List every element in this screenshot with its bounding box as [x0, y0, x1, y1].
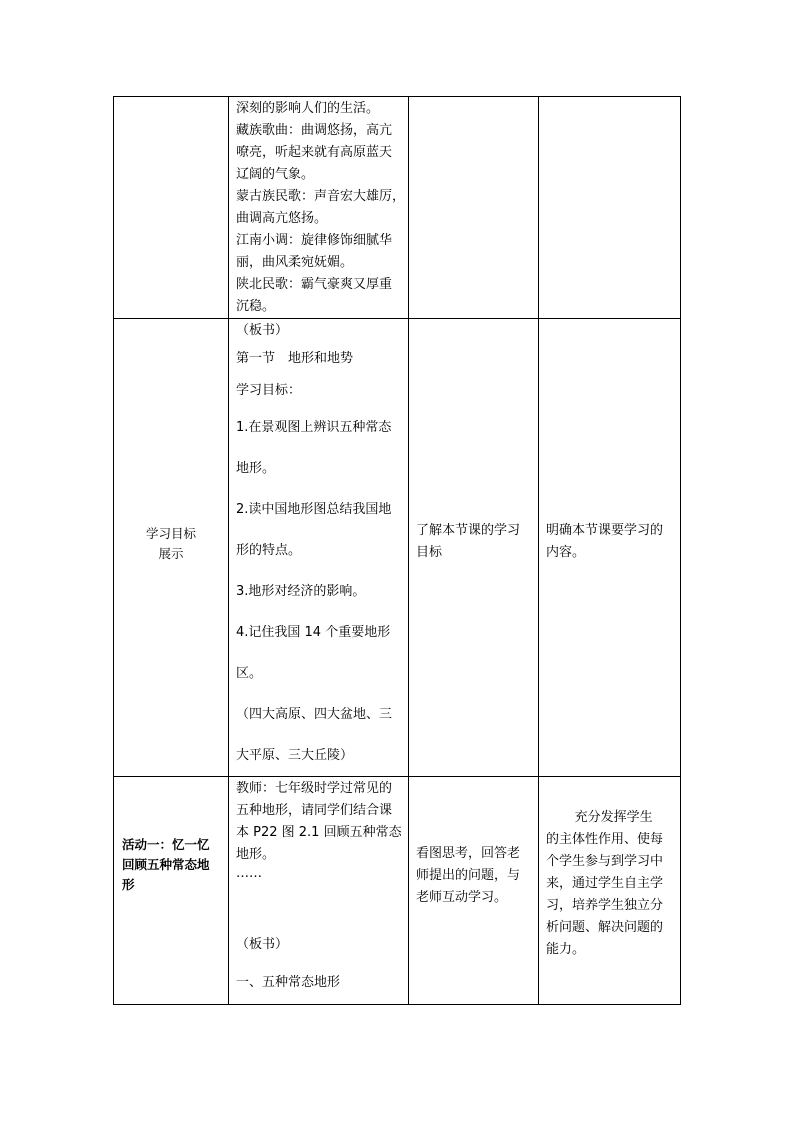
text-line: 大平原、三大丘陵）: [236, 748, 354, 763]
row3-col4-cell: [539, 777, 681, 1005]
ellipsis: ……: [236, 866, 262, 881]
board-note: （板书）: [236, 937, 289, 952]
row2-col3-cell: [409, 319, 539, 777]
text-line: 的主体性作用、使每: [546, 832, 664, 847]
lesson-plan-table: [113, 96, 681, 1005]
section-title: 第一节 地形和地势: [236, 351, 354, 366]
text-line: 藏族歌曲：曲调悠扬，高亢: [236, 123, 393, 138]
row1-col2-cell: [229, 97, 409, 319]
row2-col4-cell: [539, 319, 681, 777]
text-line: 1.在景观图上辨识五种常态: [236, 420, 392, 435]
row1-col3-cell: [409, 97, 539, 319]
text-line: 个学生参与到学习中: [546, 854, 664, 869]
text-line: 地形。: [236, 461, 276, 476]
text-line: 明确本节课要学习的: [546, 522, 664, 538]
text-line: 师提出的问题，与: [416, 868, 521, 883]
text-line: 析问题、解决问题的: [546, 920, 664, 935]
text-line: 习，培养学生独立分: [546, 898, 664, 913]
row3-col3-cell: [409, 777, 539, 1005]
activity-label: 回顾五种常态地: [122, 857, 210, 872]
table-row: [114, 97, 681, 319]
text-line: 深刻的影响人们的生活。: [236, 101, 380, 116]
row3-col1-cell: [114, 777, 229, 1005]
text-line: 江南小调：旋律修饰细腻华: [236, 233, 393, 248]
text-line: 能力。: [546, 942, 586, 957]
text-line: 形的特点。: [236, 543, 302, 558]
text-line: 学习目标：: [236, 383, 302, 398]
activity-label: 形: [122, 877, 135, 892]
text-line: （四大高原、四大盆地、三: [236, 707, 393, 722]
text-line: 目标: [416, 544, 443, 560]
text-line: 本 P22 图 2.1 回顾五种常态: [236, 825, 402, 840]
text-line: 丽，曲风柔宛妩媚。: [236, 255, 354, 270]
text-line: 内容。: [546, 544, 586, 560]
text-line: 4.记住我国 14 个重要地形: [236, 625, 391, 640]
text-line: 老师互动学习。: [416, 890, 508, 905]
text-line: 来，通过学生自主学: [546, 876, 664, 891]
activity-label: 活动一：忆一忆: [122, 837, 210, 852]
section-label: 展示: [158, 545, 184, 561]
text-line: 沉稳。: [236, 299, 276, 314]
table-row: [114, 319, 681, 777]
text-line: 曲调高亢悠扬。: [236, 211, 328, 226]
row2-col1-cell: [114, 319, 229, 777]
table-row: [114, 777, 681, 1005]
row2-col2-cell: [229, 319, 409, 777]
text-line: 地形。: [236, 847, 276, 862]
row1-col1-cell: [114, 97, 229, 319]
text-line: 教师：七年级时学过常见的: [236, 781, 393, 796]
board-note: （板书）: [236, 323, 289, 338]
row1-col4-cell: [539, 97, 681, 319]
text-line: 看图思考，回答老: [416, 846, 521, 861]
section-heading: 一、五种常态地形: [236, 975, 341, 990]
text-line: 3.地形对经济的影响。: [236, 584, 366, 599]
text-line: 充分发挥学生: [574, 810, 653, 825]
text-line: 辽阔的气象。: [236, 167, 315, 182]
text-line: 蒙古族民歌：声音宏大雄厉，: [236, 189, 406, 204]
text-line: 五种地形，请同学们结合课: [236, 803, 393, 818]
text-line: 陕北民歌：霸气豪爽又厚重: [236, 277, 393, 292]
text-line: 了解本节课的学习: [416, 522, 521, 538]
text-line: 嘹亮，听起来就有高原蓝天: [236, 145, 393, 160]
row3-col2-cell: [229, 777, 409, 1005]
text-line: 2.读中国地形图总结我国地: [236, 502, 392, 517]
text-line: 区。: [236, 666, 263, 681]
section-label: 学习目标: [145, 525, 196, 541]
